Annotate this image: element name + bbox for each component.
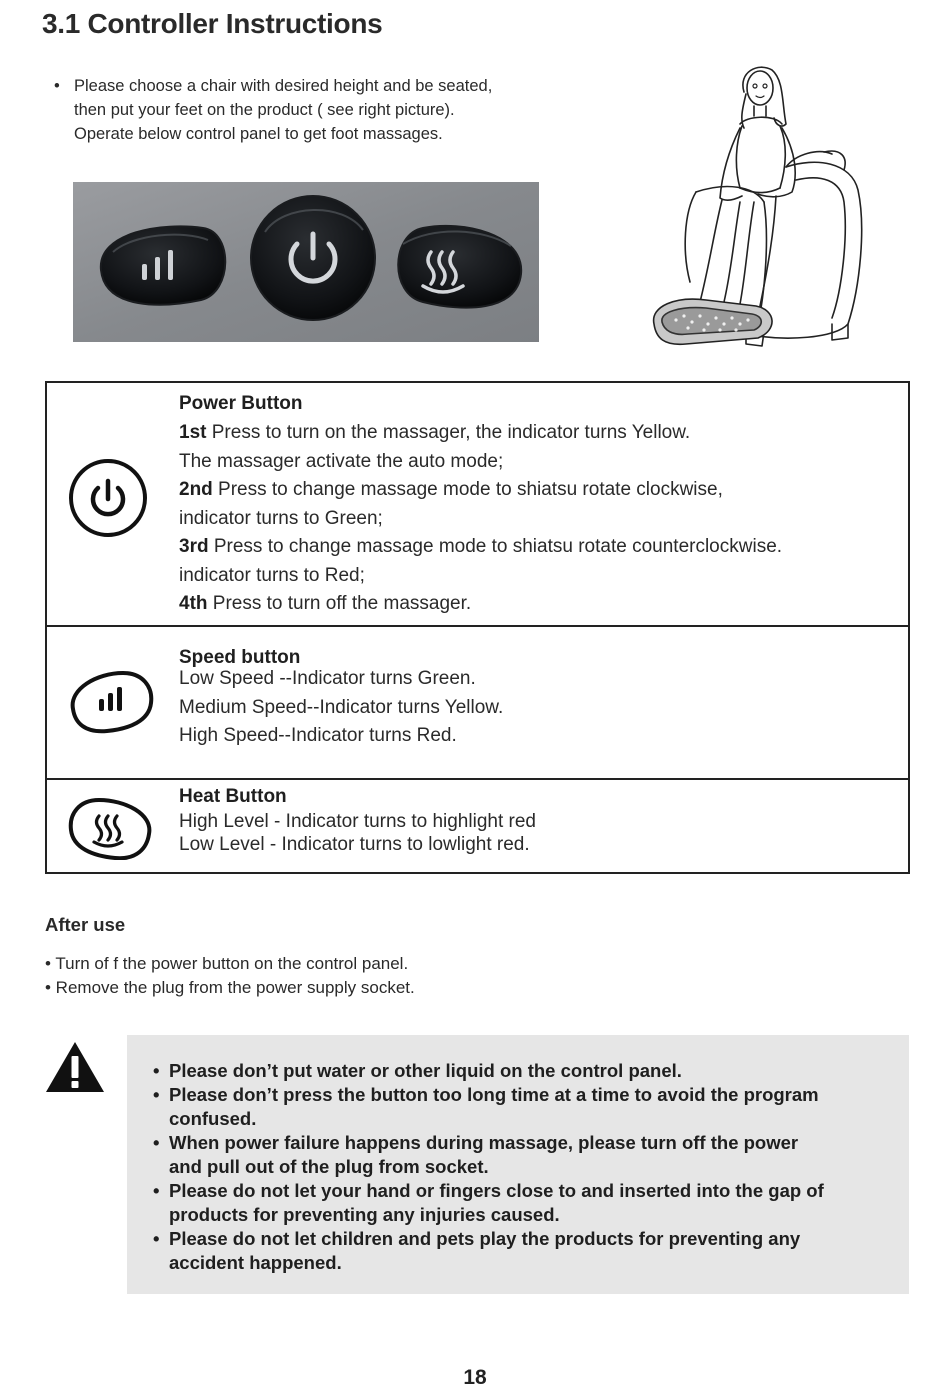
speed-button-title: Speed button bbox=[179, 647, 301, 668]
power-step-3-detail: indicator turns to Red; bbox=[179, 564, 365, 586]
power-step-4: 4th Press to turn off the massager. bbox=[179, 593, 472, 614]
power-step-3: 3rd Press to change massage mode to shiatsu rotate counterclockwise. bbox=[179, 536, 783, 557]
speed-high: High Speed--Indicator turns Red. bbox=[179, 725, 457, 746]
speed-medium: Medium Speed--Indicator turns Yellow. bbox=[179, 696, 504, 718]
intro-line: then put your feet on the product ( see right picture). bbox=[74, 101, 455, 119]
warning-item: • Please don’t press the button too long time at a time to avoid the program confused. bbox=[153, 1084, 819, 1129]
power-step-1: 1st Press to turn on the massager, the indicator turns Yellow. bbox=[179, 422, 691, 443]
after-use-title: After use bbox=[45, 914, 126, 935]
intro-line: Operate below control panel to get foot massages. bbox=[74, 125, 443, 143]
after-use-list bbox=[45, 952, 415, 1000]
power-icon bbox=[67, 457, 149, 544]
power-step-2-detail: indicator turns to Green; bbox=[179, 507, 383, 529]
control-panel-photo bbox=[73, 182, 539, 342]
heat-icon bbox=[67, 796, 155, 865]
page-number: 18 bbox=[463, 1366, 487, 1389]
power-step-2: 2nd Press to change massage mode to shiatsu rotate clockwise, bbox=[179, 479, 723, 500]
bullet: • bbox=[54, 77, 60, 95]
warning-item: • When power failure happens during massage, please turn off the power and pull out of the plug from socket. bbox=[153, 1132, 799, 1177]
page-title: 3.1 Controller Instructions bbox=[42, 8, 383, 39]
heat-button-title: Heat Button bbox=[179, 786, 287, 807]
heat-high: High Level - Indicator turns to highlight red bbox=[179, 811, 536, 832]
warning-box bbox=[127, 1035, 909, 1294]
button-instructions-table bbox=[45, 381, 910, 874]
power-button-title: Power Button bbox=[179, 393, 303, 414]
panel-power-button bbox=[251, 196, 375, 320]
woman-seated-illustration bbox=[636, 62, 876, 352]
heat-low: Low Level - Indicator turns to lowlight red. bbox=[179, 834, 530, 855]
speed-bars-icon bbox=[67, 669, 155, 740]
power-step-1-detail: The massager activate the auto mode; bbox=[179, 450, 504, 472]
warning-item: • Please do not let your hand or fingers close to and inserted into the gap of products for preventing any injuries caused. bbox=[153, 1180, 824, 1225]
heat-button-row bbox=[47, 778, 908, 874]
list-item: • Remove the plug from the power supply socket. bbox=[45, 978, 415, 997]
speed-button-row bbox=[47, 625, 908, 778]
list-item: • Turn of f the power button on the control panel. bbox=[45, 954, 409, 973]
warning-item: • Please don’t put water or other liquid on the control panel. bbox=[153, 1060, 682, 1081]
intro-line: Please choose a chair with desired height and be seated, bbox=[74, 77, 493, 95]
panel-speed-button bbox=[101, 226, 225, 304]
power-button-row bbox=[47, 383, 908, 625]
warning-item: • Please do not let children and pets play the products for preventing any accident happened. bbox=[153, 1228, 801, 1273]
warning-triangle-icon bbox=[44, 1040, 106, 1094]
speed-low: Low Speed --Indicator turns Green. bbox=[179, 668, 476, 689]
